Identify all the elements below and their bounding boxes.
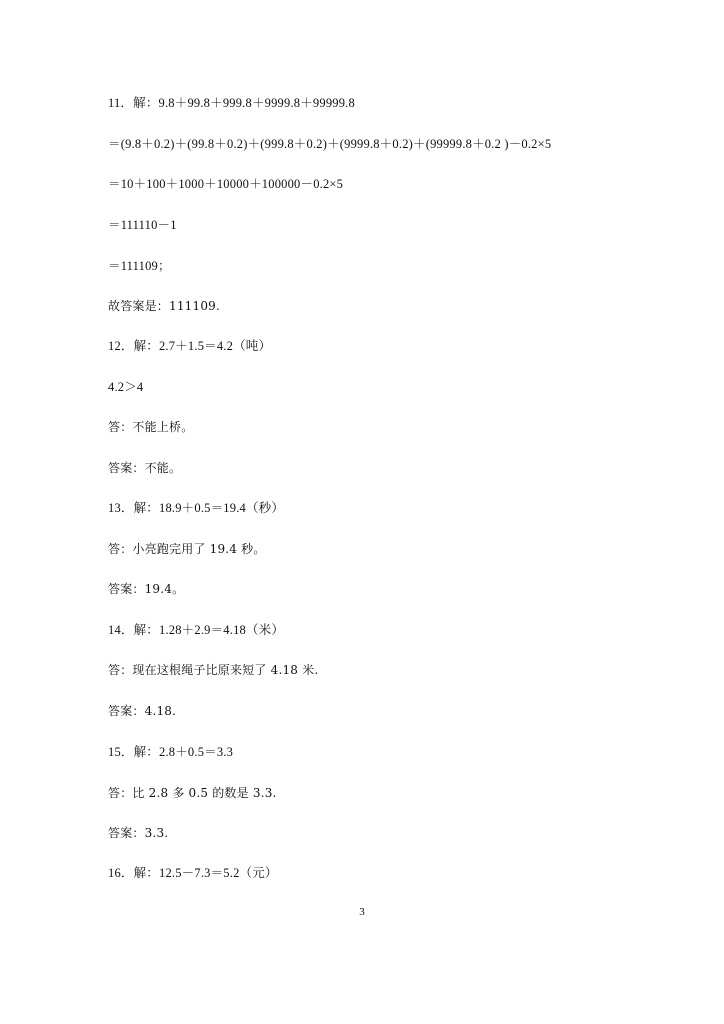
solution-13-header: 13．解：18.9＋0.5＝19.4（秒）	[108, 501, 285, 515]
solution-11-step-4: ＝111109；	[108, 259, 171, 273]
solution-12-compare: 4.2＞4	[108, 380, 144, 394]
page-number: 3	[359, 906, 365, 918]
solution-14-reply: 答：现在这根绳子比原来短了 4.18 米.	[108, 663, 319, 677]
solution-16-header: 16．解：12.5－7.3＝5.2（元）	[108, 866, 278, 880]
solution-11-step-3: ＝111110－1	[108, 218, 177, 232]
solution-14-header: 14．解：1.28＋2.9＝4.18（米）	[108, 623, 285, 637]
solution-11-step-1: ＝(9.8＋0.2)＋(99.8＋0.2)＋(999.8＋0.2)＋(9999.8＋0.2)＋(99999.8＋0.2 )－0.2×5	[108, 137, 552, 151]
solution-14-answer: 答案：4.18.	[108, 704, 177, 718]
solution-12-header: 12．解：2.7＋1.5＝4.2（吨）	[108, 339, 272, 353]
solution-12-answer: 答案：不能。	[108, 461, 182, 475]
solution-11-answer: 故答案是：111109.	[108, 299, 221, 313]
solution-13-answer: 答案：19.4。	[108, 582, 185, 596]
solution-11-step-2: ＝10＋100＋1000＋10000＋100000－0.2×5	[108, 177, 344, 191]
solution-15-answer: 答案：3.3.	[108, 826, 169, 840]
solution-13-reply: 答：小亮跑完用了 19.4 秒。	[108, 542, 266, 556]
solution-15-reply: 答：比 2.8 多 0.5 的数是 3.3.	[108, 786, 277, 800]
solution-12-reply: 答：不能上桥。	[108, 420, 194, 434]
solution-11-header: 11．解：9.8＋99.8＋999.8＋9999.8＋99999.8	[108, 96, 355, 110]
solution-15-header: 15．解：2.8＋0.5＝3.3	[108, 745, 234, 759]
